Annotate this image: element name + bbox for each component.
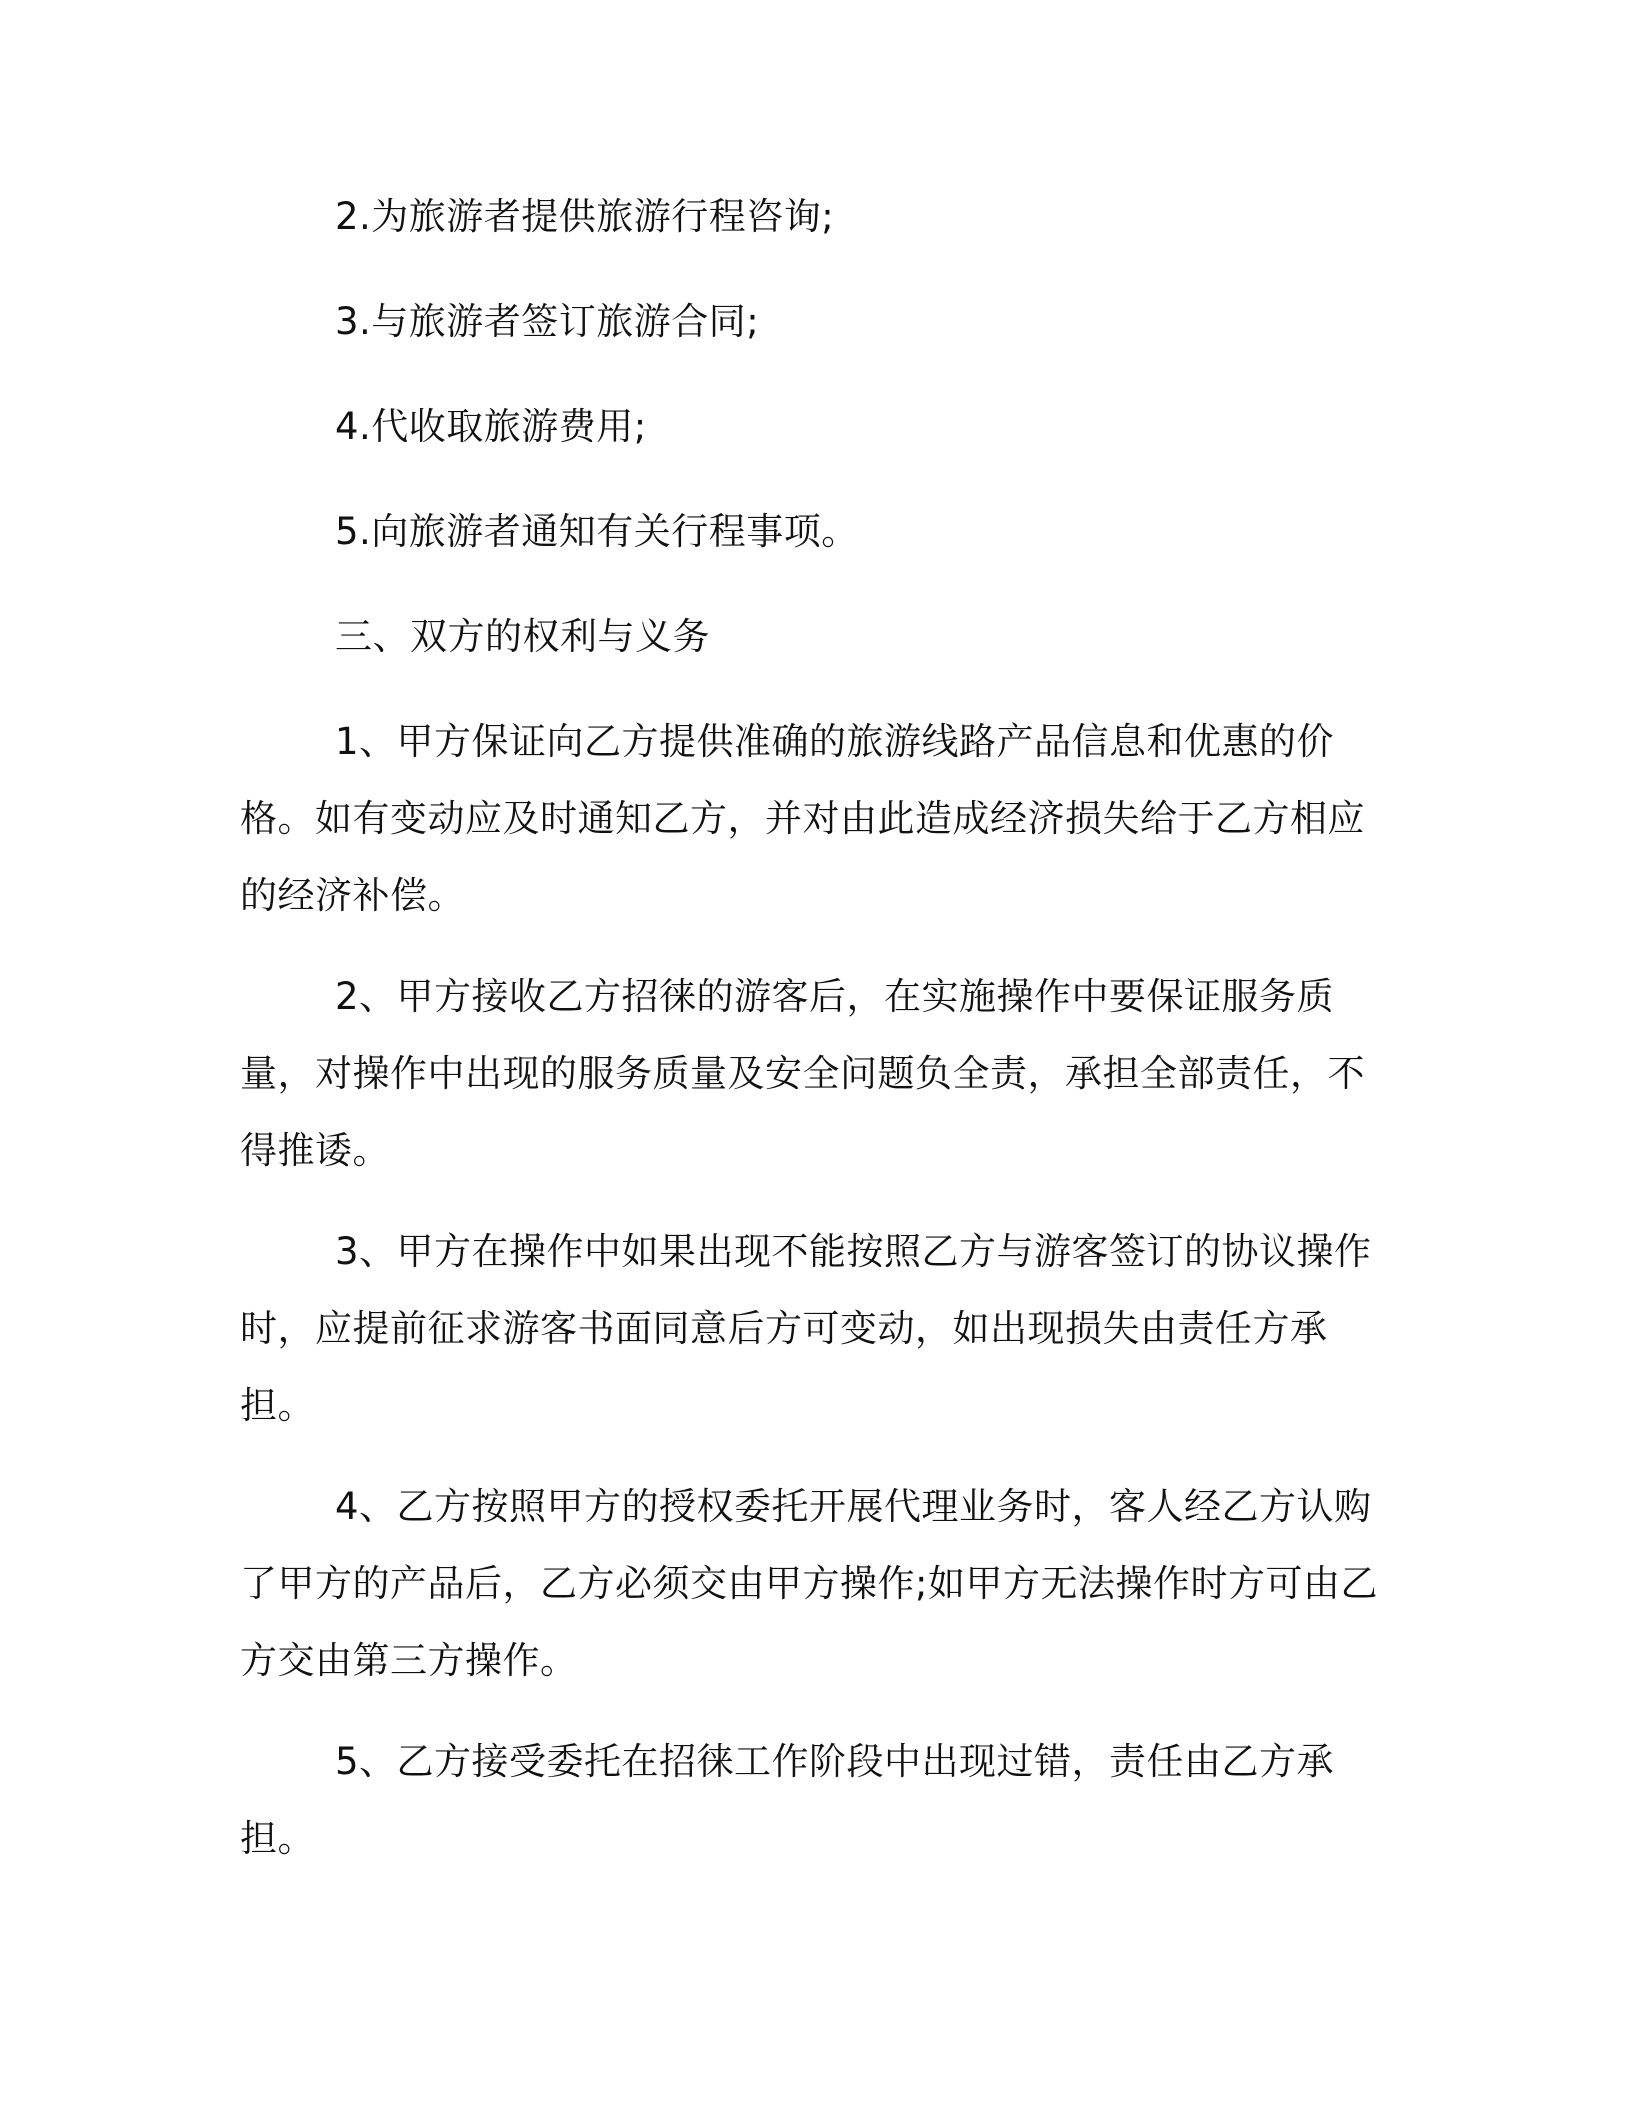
clause <box>240 1723 1380 1877</box>
clause-text: 2、甲方接收乙方招徕的游客后，在实施操作中要保证服务质量，对操作中出现的服务质量及安全问题负全责，承担全部责任，不得推诿。 <box>240 975 1365 1172</box>
list-item <box>240 503 1380 608</box>
list-item-text: 4.代收取旅游费用; <box>335 405 647 448</box>
clause <box>240 1213 1380 1444</box>
clause-text: 5、乙方接受委托在招徕工作阶段中出现过错，责任由乙方承担。 <box>240 1740 1335 1860</box>
clause <box>240 703 1380 934</box>
list-item-text: 5.向旅游者通知有关行程事项。 <box>335 510 859 553</box>
list-item-text: 3.与旅游者签订旅游合同; <box>335 300 760 343</box>
clause-text: 4、乙方按照甲方的授权委托开展代理业务时，客人经乙方认购了甲方的产品后，乙方必须交由甲方操作;如甲方无法操作时方可由乙方交由第三方操作。 <box>240 1485 1378 1682</box>
clause-text: 3、甲方在操作中如果出现不能按照乙方与游客签订的协议操作时，应提前征求游客书面同意后方可变动，如出现损失由责任方承担。 <box>240 1230 1372 1427</box>
clause <box>240 958 1380 1189</box>
section-heading-row <box>240 608 1380 713</box>
clause-text: 1、甲方保证向乙方提供准确的旅游线路产品信息和优惠的价格。如有变动应及时通知乙方，并对由此造成经济损失给于乙方相应的经济补偿。 <box>240 720 1365 917</box>
document-body <box>240 188 1380 1901</box>
list-item <box>240 293 1380 398</box>
clause <box>240 1468 1380 1699</box>
list-item <box>240 398 1380 503</box>
list-item-text: 2.为旅游者提供旅游行程咨询; <box>335 195 835 238</box>
section-heading: 三、双方的权利与义务 <box>335 615 710 658</box>
list-item <box>240 188 1380 293</box>
